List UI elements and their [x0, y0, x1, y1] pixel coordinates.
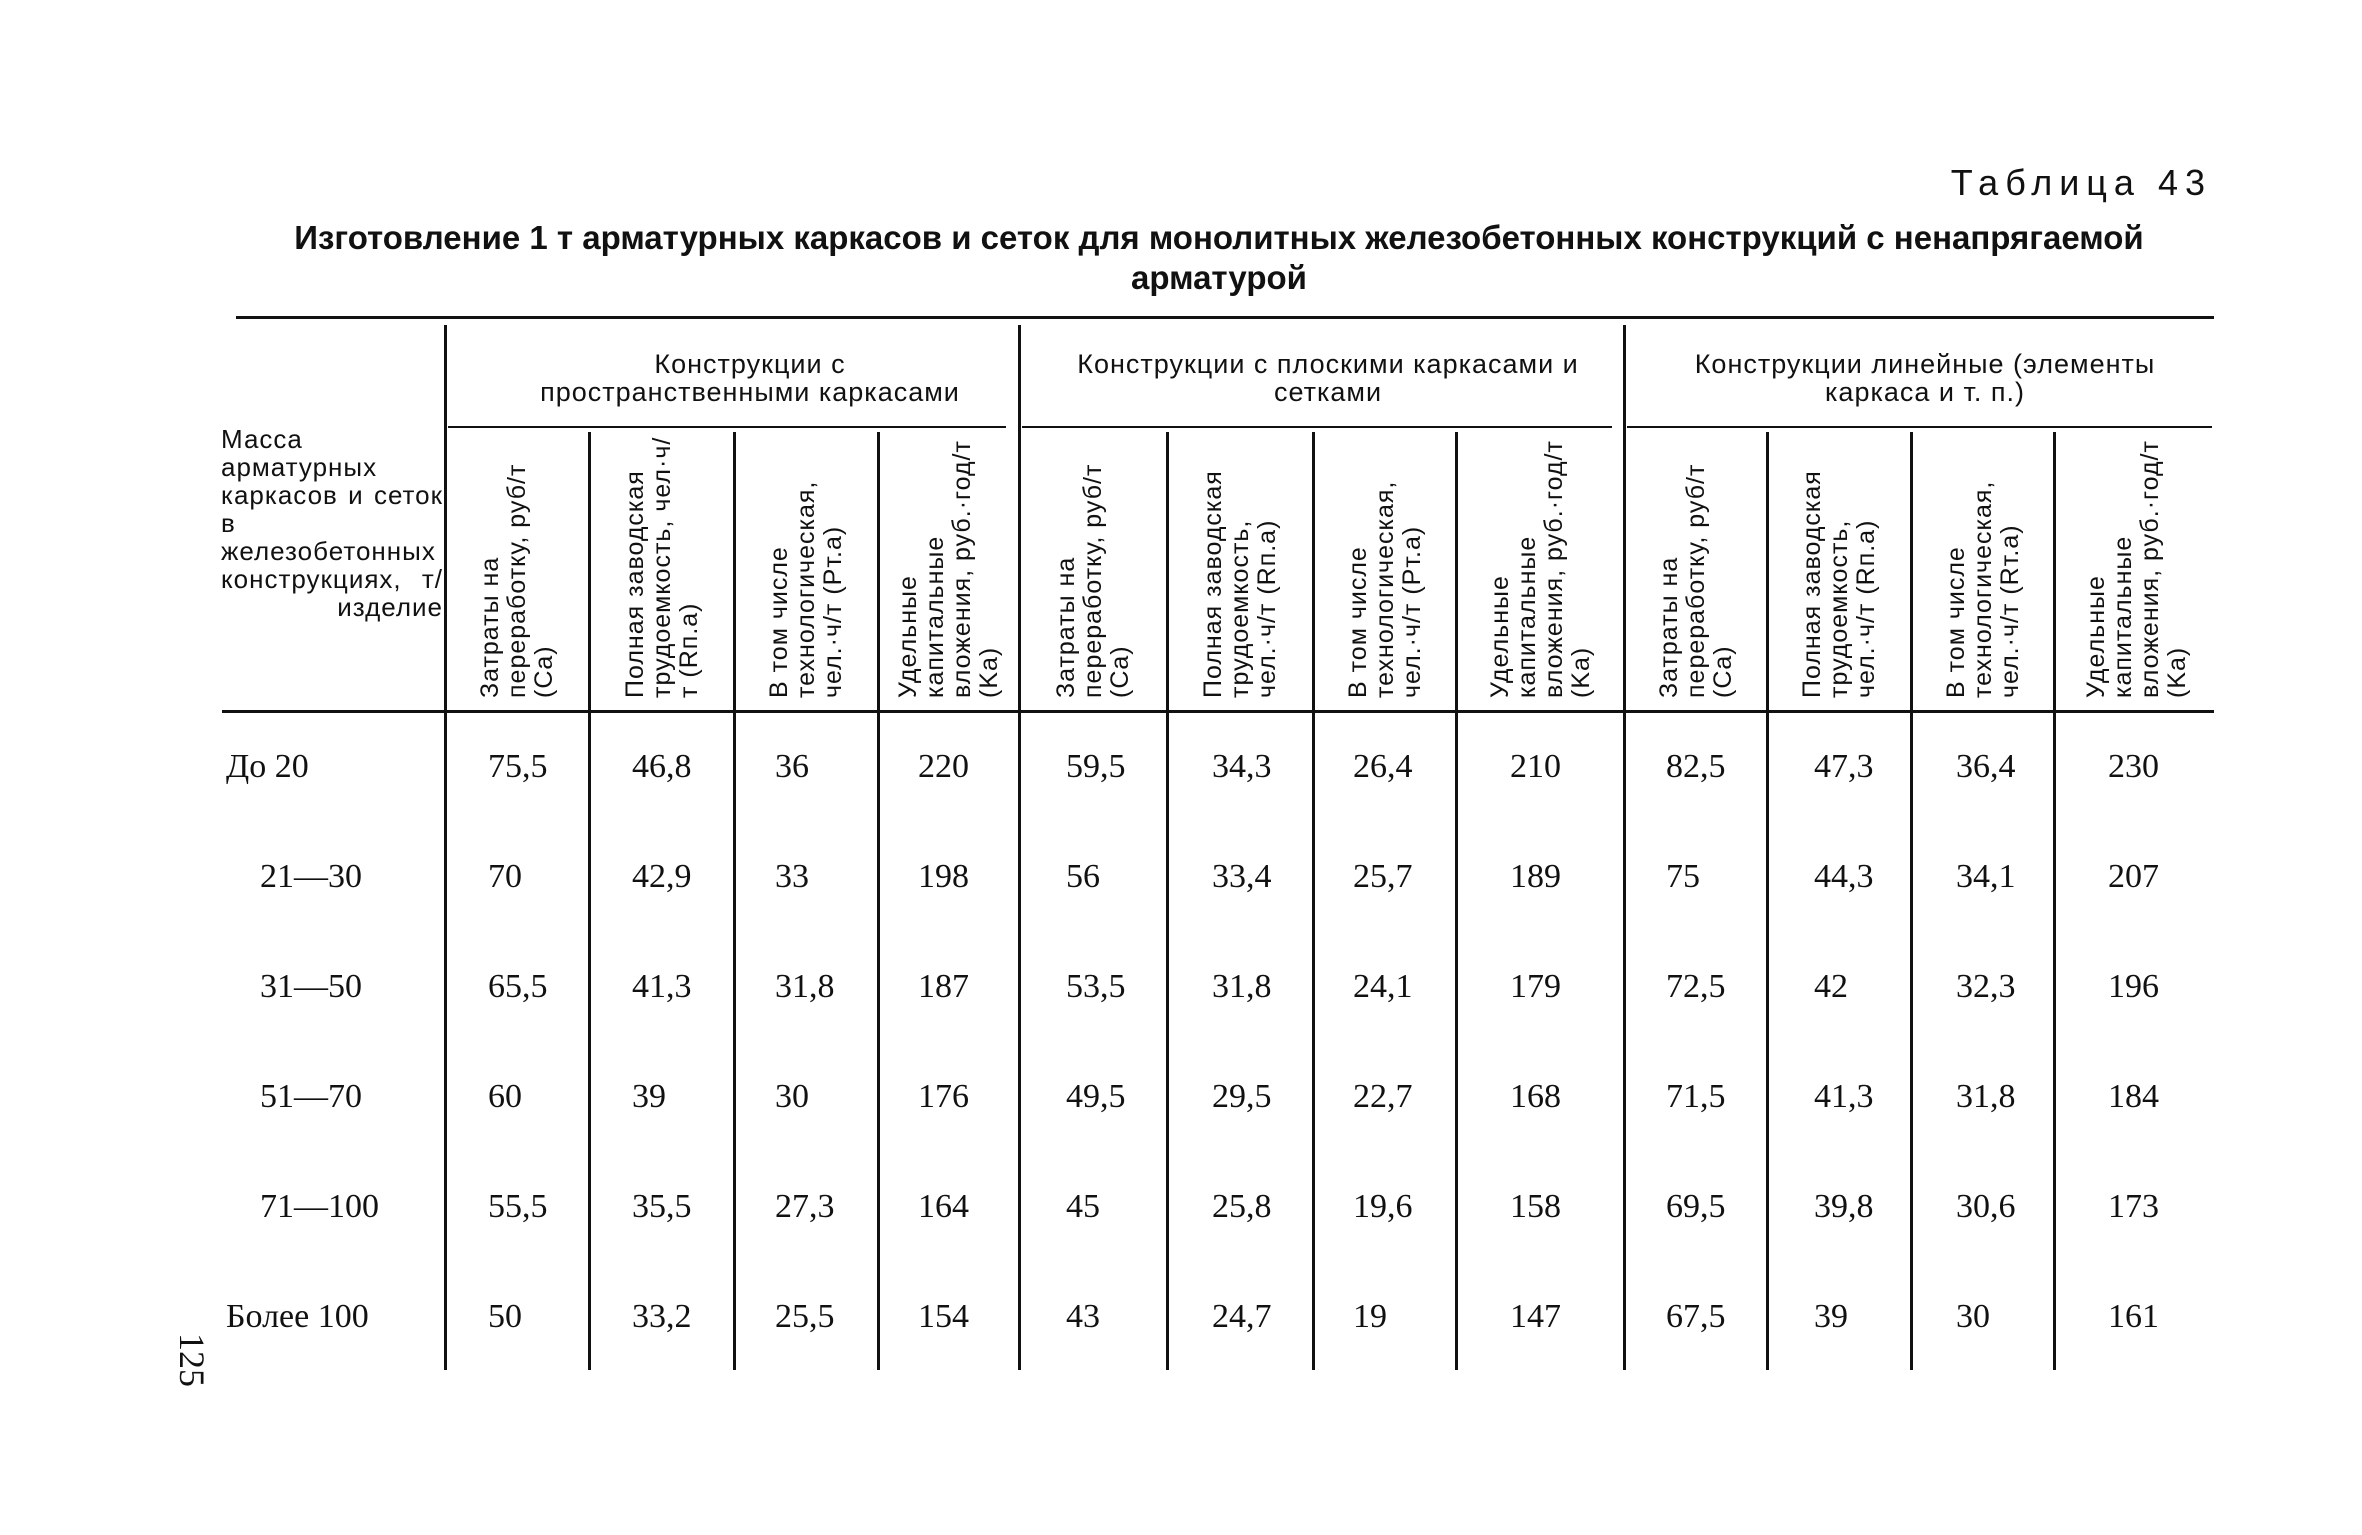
table-cell: 43 [1066, 1298, 1100, 1335]
vline-group-2 [1018, 325, 1021, 1370]
vline-sub-10 [1910, 432, 1913, 1370]
table-cell: 36 [775, 748, 809, 785]
table-cell: 60 [488, 1078, 522, 1115]
table-cell: 147 [1510, 1298, 1561, 1335]
table-cell: 33 [775, 858, 809, 895]
table-cell: 187 [918, 968, 969, 1005]
table-cell: 19,6 [1353, 1188, 1413, 1225]
table-cell: 24,7 [1212, 1298, 1272, 1335]
table-cell: 184 [2108, 1078, 2159, 1115]
group-underline-1 [448, 426, 1006, 428]
table-cell: 25,8 [1212, 1188, 1272, 1225]
table-cell: 24,1 [1353, 968, 1413, 1005]
table-cell: 220 [918, 748, 969, 785]
table-cell: 75,5 [488, 748, 548, 785]
table-cell: 33,4 [1212, 858, 1272, 895]
table-cell: 33,2 [632, 1298, 692, 1335]
vline-sub-6 [1312, 432, 1315, 1370]
table-cell: 30,6 [1956, 1188, 2016, 1225]
col-header-2: Полная заводская трудоемкость, чел·ч/т (Rп.а) [620, 436, 703, 698]
table-cell: 65,5 [488, 968, 548, 1005]
col-header-3: В том числе технологическая, чел.·ч/т (Pт.а) [765, 480, 847, 698]
vline-sub-3 [877, 432, 880, 1370]
row-label: До 20 [226, 748, 309, 785]
table-cell: 30 [1956, 1298, 1990, 1335]
table-cell: 72,5 [1666, 968, 1726, 1005]
table-cell: 41,3 [632, 968, 692, 1005]
table-title-line-2: арматурой [1131, 259, 1307, 296]
group-underline-3 [1627, 426, 2212, 428]
table-cell: 25,5 [775, 1298, 835, 1335]
table-cell: 49,5 [1066, 1078, 1126, 1115]
vline-sub-11 [2053, 432, 2056, 1370]
table-cell: 35,5 [632, 1188, 692, 1225]
row-label: 31—50 [260, 968, 362, 1005]
row-label: Более 100 [226, 1298, 369, 1335]
table-title [225, 218, 2213, 298]
table-cell: 27,3 [775, 1188, 835, 1225]
vline-group-3 [1623, 325, 1626, 1370]
table-cell: 69,5 [1666, 1188, 1726, 1225]
table-cell: 41,3 [1814, 1078, 1874, 1115]
table-cell: 19 [1353, 1298, 1387, 1335]
table-cell: 50 [488, 1298, 522, 1335]
table-cell: 42,9 [632, 858, 692, 895]
table-cell: 47,3 [1814, 748, 1874, 785]
vline-mass [444, 325, 447, 1370]
table-cell: 70 [488, 858, 522, 895]
page-number: 125 [172, 1333, 212, 1387]
table-cell: 39 [632, 1078, 666, 1115]
vline-sub-9 [1766, 432, 1769, 1370]
table-cell: 22,7 [1353, 1078, 1413, 1115]
col-header-12: Удельные капитальные вложения, руб.·год/т (Kа) [2081, 440, 2191, 698]
row-label: 71—100 [260, 1188, 379, 1225]
table-cell: 55,5 [488, 1188, 548, 1225]
table-cell: 39 [1814, 1298, 1848, 1335]
table-cell: 31,8 [1212, 968, 1272, 1005]
table-cell: 46,8 [632, 748, 692, 785]
table-cell: 198 [918, 858, 969, 895]
table-cell: 154 [918, 1298, 969, 1335]
table-cell: 25,7 [1353, 858, 1413, 895]
table-cell: 168 [1510, 1078, 1561, 1115]
group-header-linear: Конструкции линейные (элементы каркаса и т. п.) [1694, 349, 2156, 407]
col-header-9: Затраты на переработку, руб/т (Cа) [1654, 463, 1737, 698]
group-header-spatial: Конструкции с пространственными каркасами [540, 349, 960, 407]
mass-header: Масса арматурных каркасов и сеток в железобетонных конструкциях, т/изделие [221, 424, 443, 622]
table-cell: 39,8 [1814, 1188, 1874, 1225]
table-cell: 189 [1510, 858, 1561, 895]
table-number: Таблица 43 [1950, 162, 2212, 203]
table-cell: 30 [775, 1078, 809, 1115]
table-title-line-1: Изготовление 1 т арматурных каркасов и сеток для монолитных железобетонных конструкций с ненапрягаемой [294, 219, 2144, 256]
row-label: 51—70 [260, 1078, 362, 1115]
table-cell: 173 [2108, 1188, 2159, 1225]
table-cell: 82,5 [1666, 748, 1726, 785]
table-cell: 67,5 [1666, 1298, 1726, 1335]
table-cell: 45 [1066, 1188, 1100, 1225]
table-cell: 29,5 [1212, 1078, 1272, 1115]
col-header-7: В том числе технологическая, чел.·ч/т (Pт.а) [1343, 480, 1426, 698]
vline-sub-1 [588, 432, 591, 1370]
table-cell: 26,4 [1353, 748, 1413, 785]
row-label: 21—30 [260, 858, 362, 895]
table-cell: 42 [1814, 968, 1848, 1005]
table-cell: 34,1 [1956, 858, 2016, 895]
col-header-8: Удельные капитальные вложения, руб.·год/т (Kа) [1485, 440, 1595, 698]
table-cell: 36,4 [1956, 748, 2016, 785]
table-cell: 158 [1510, 1188, 1561, 1225]
table-cell: 59,5 [1066, 748, 1126, 785]
vline-sub-2 [733, 432, 736, 1370]
vline-sub-5 [1166, 432, 1169, 1370]
table-cell: 196 [2108, 968, 2159, 1005]
table-cell: 32,3 [1956, 968, 2016, 1005]
col-header-1: Затраты на переработку, руб/т (Cа) [476, 463, 558, 698]
table-cell: 164 [918, 1188, 969, 1225]
col-header-11: В том числе технологическая, чел.·ч/т (Rт.а) [1941, 480, 2024, 698]
table-cell: 179 [1510, 968, 1561, 1005]
group-header-flat: Конструкции с плоскими каркасами и сетками [1077, 349, 1579, 407]
table-cell: 56 [1066, 858, 1100, 895]
table-cell: 44,3 [1814, 858, 1874, 895]
table-cell: 31,8 [1956, 1078, 2016, 1115]
col-header-5: Затраты на переработку, руб/т (Cа) [1052, 463, 1134, 698]
vline-sub-7 [1455, 432, 1458, 1370]
table-cell: 210 [1510, 748, 1561, 785]
table-cell: 207 [2108, 858, 2159, 895]
table-cell: 34,3 [1212, 748, 1272, 785]
top-rule [236, 316, 2214, 319]
col-header-10: Полная заводская трудоемкость, чел.·ч/т (Rп.а) [1798, 470, 1880, 698]
table-cell: 75 [1666, 858, 1700, 895]
group-underline-2 [1022, 426, 1612, 428]
header-bottom-rule [222, 710, 2214, 713]
table-cell: 176 [918, 1078, 969, 1115]
table-cell: 53,5 [1066, 968, 1126, 1005]
table-cell: 230 [2108, 748, 2159, 785]
col-header-6: Полная заводская трудоемкость, чел.·ч/т (Rп.а) [1199, 470, 1281, 698]
table-cell: 161 [2108, 1298, 2159, 1335]
table-cell: 71,5 [1666, 1078, 1726, 1115]
table-cell: 31,8 [775, 968, 835, 1005]
col-header-4: Удельные капитальные вложения, руб.·год/т (Kа) [894, 440, 1003, 698]
